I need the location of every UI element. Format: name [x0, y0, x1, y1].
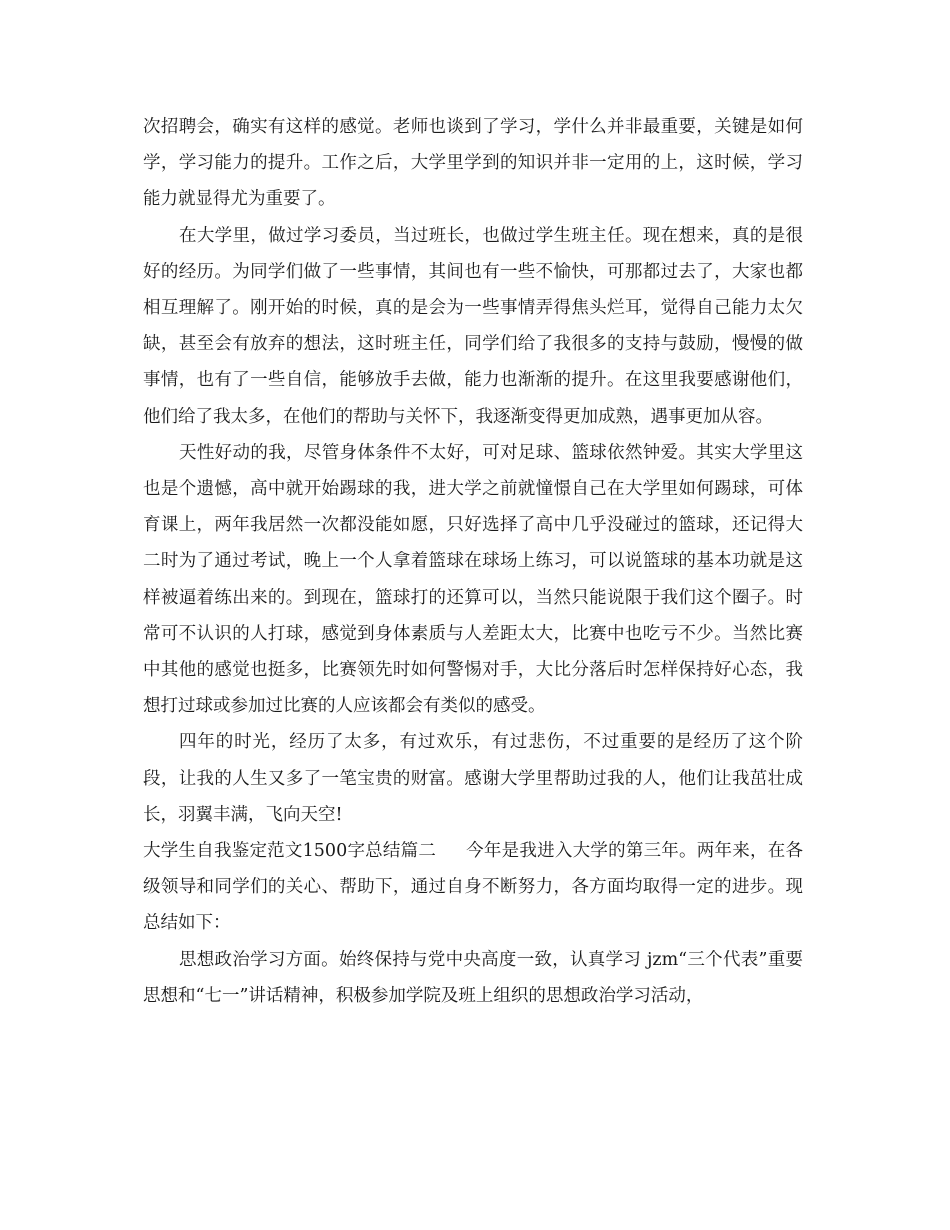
- paragraph-1: 次招聘会，确实有这样的感觉。老师也谈到了学习，学什么并非最重要，关键是如何学，学习能力的提升。工作之后，大学里学到的知识并非一定用的上，这时候，学习能力就显得尤为重要了。: [143, 117, 803, 210]
- paragraph-3: 天性好动的我，尽管身体条件不太好，可对足球、篮球依然钟爱。其实大学里这也是个遗憾，高中就开始踢球的我，进大学之前就憧憬自己在大学里如何踢球，可体育课上，两年我居然一次都没能如愿，只好选择了高中几乎没碰过的篮球，还记得大二时为了通过考试，晚上一个人拿着篮球在球场上练习，可以说篮球的基本功就是这样被逼着练出来的。到现在，篮球打的还算可以，当然只能说限于我们这个圈子。时常可不认识的人打球，感觉到身体素质与人差距太大，比赛中也吃亏不少。当然比赛中其他的感觉也挺多，比赛领先时如何警惕对手，大比分落后时怎样保持好心态，我想打过球或参加过比赛的人应该都会有类似的感受。: [143, 442, 803, 717]
- paragraph-4: 四年的时光，经历了太多，有过欢乐，有过悲伤，不过重要的是经历了这个阶段，让我的人生又多了一笔宝贵的财富。感谢大学里帮助过我的人，他们让我茁壮成长，羽翼丰满，飞向天空!: [143, 732, 803, 825]
- section-title: 大学生自我鉴定范文1500字总结篇二: [143, 841, 437, 862]
- paragraph-5: 今年是我进入大学的第三年。两年来，在各级领导和同学们的关心、帮助下，通过自身不断努力，各方面均取得一定的进步。现总结如下：: [143, 841, 803, 934]
- paragraph-2: 在大学里，做过学习委员，当过班长，也做过学生班主任。现在想来，真的是很好的经历。为同学们做了一些事情，其间也有一些不愉快，可那都过去了，大家也都相互理解了。刚开始的时候，真的是会为一些事情弄得焦头烂耳，觉得自己能力太欠缺，甚至会有放弃的想法，这时班主任，同学们给了我很多的支持与鼓励，慢慢的做事情，也有了一些自信，能够放手去做，能力也渐渐的提升。在这里我要感谢他们，他们给了我太多，在他们的帮助与关怀下，我逐渐变得更加成熟，遇事更加从容。: [143, 225, 803, 427]
- document-page: [143, 109, 803, 1014]
- section-heading-paragraph: [143, 833, 803, 942]
- paragraph-6: 思想政治学习方面。始终保持与党中央高度一致，认真学习 jzm“三个代表”重要思想和“七一”讲话精神，积极参加学院及班上组织的思想政治学习活动，: [143, 949, 803, 1006]
